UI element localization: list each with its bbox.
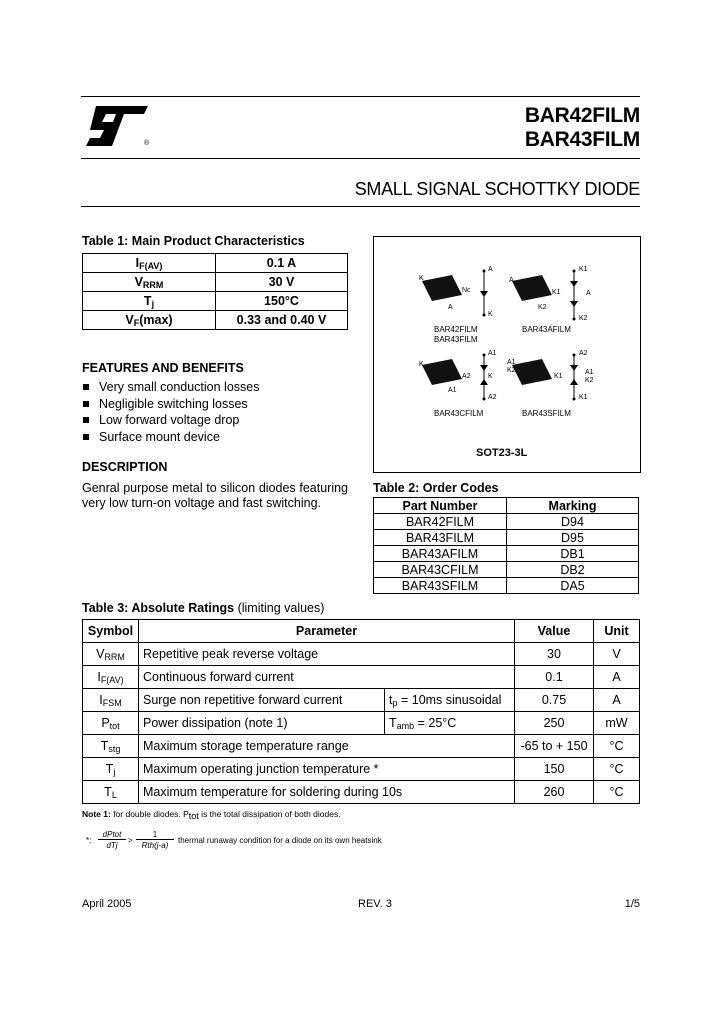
table3-caption-suffix: (limiting values) <box>237 601 325 615</box>
pin-label: A2 <box>462 373 471 380</box>
title-rule <box>81 158 640 159</box>
registered-mark: ® <box>144 140 150 147</box>
top-rule <box>81 96 640 97</box>
pin-label: A <box>586 290 591 297</box>
pin-label: A <box>488 266 493 273</box>
table-row: BAR42FILM D94 <box>374 514 639 530</box>
table3-caption <box>82 601 324 615</box>
description-line1: Genral purpose metal to silicon diodes featuring <box>82 481 348 495</box>
table-row: $T_j$ 150°C <box>83 292 348 311</box>
package-diagram <box>373 236 641 473</box>
table-row: $I_{F(AV)}$ Continuous forward current 0.1 A <box>83 666 640 689</box>
title-line1: BAR42FILM <box>524 104 640 127</box>
title-line2: BAR43FILM <box>524 128 640 151</box>
pin-label: A1 <box>448 387 457 394</box>
pin-label: A1 <box>507 359 516 366</box>
list-item: Low forward voltage drop <box>82 412 352 429</box>
table-row: BAR43SFILM DA5 <box>374 578 639 594</box>
pin-label: K2 <box>538 304 547 311</box>
part-label: BAR43CFILM <box>434 409 484 418</box>
table-row: BAR43CFILM DB2 <box>374 562 639 578</box>
table3-note: Note 1: for double diodes. $P_{tot}$ is the total dissipation of both diodes. <box>82 809 341 821</box>
main-characteristics-table <box>82 253 348 330</box>
list-item: Very small conduction losses <box>82 379 352 396</box>
pin-label: A2 <box>579 350 588 357</box>
order-codes-table <box>373 497 639 594</box>
document-subtitle: SMALL SIGNAL SCHOTTKY DIODE <box>354 179 640 199</box>
absolute-ratings-table <box>82 619 640 804</box>
pin-label: K <box>419 361 424 368</box>
table-row: $T_j$ Maximum operating junction temperature * 150 °C <box>83 758 640 781</box>
table-row: $T_{stg}$ Maximum storage temperature range -65 to + 150 °C <box>83 735 640 758</box>
features-heading: FEATURES AND BENEFITS <box>82 361 244 375</box>
footer-revision: REV. 3 <box>358 898 392 910</box>
pin-label: K2 <box>507 367 516 374</box>
part-label: BAR42FILM <box>434 325 478 334</box>
table-row: BAR43FILM D95 <box>374 530 639 546</box>
table-row: $V_{RRM}$ Repetitive peak reverse voltage 30 V <box>83 643 640 666</box>
pin-label: A1 <box>488 350 497 357</box>
footer-date: April 2005 <box>82 898 132 910</box>
pin-label: K <box>488 373 493 380</box>
part-label: BAR43SFILM <box>522 409 571 418</box>
pin-label: K1 <box>579 266 588 273</box>
table-row: $I_{F(AV)}$ 0.1 A <box>83 254 348 273</box>
pin-label: K2 <box>579 315 588 322</box>
list-item: Negligible switching losses <box>82 396 352 413</box>
pin-label: K1 <box>579 394 588 401</box>
table-header-row: Symbol Parameter Value Unit <box>83 620 640 643</box>
table-row: BAR43AFILM DB1 <box>374 546 639 562</box>
pin-label: A2 <box>488 394 497 401</box>
table-row: $P_{tot}$ Power dissipation (note 1) $T_{amb} = 25^\circ C$ 250 mW <box>83 712 640 735</box>
pin-label: Nc <box>462 287 471 294</box>
table1-caption: Table 1: Main Product Characteristics <box>82 234 305 248</box>
pin-label: A <box>509 277 514 284</box>
table3-caption-bold: Table 3: Absolute Ratings <box>82 601 235 615</box>
table2-caption: Table 2: Order Codes <box>373 481 499 495</box>
table-row: $T_L$ Maximum temperature for soldering during 10s 260 °C <box>83 781 640 804</box>
pin-label: A1 <box>585 369 594 376</box>
pin-label: K1 <box>554 373 563 380</box>
table-row: $I_{FSM}$ Surge non repetitive forward current $t_p = 10ms$ sinusoidal 0.75 A <box>83 689 640 712</box>
subtitle-rule <box>81 206 640 207</box>
sot23-diagrams <box>374 237 640 472</box>
description-heading: DESCRIPTION <box>82 460 168 474</box>
st-logo <box>82 100 154 150</box>
pin-label: K1 <box>552 289 561 296</box>
description-line2: very low turn-on voltage and fast switching. <box>82 496 322 510</box>
part-label: BAR43FILM <box>434 335 478 344</box>
table-header-row: Part Number Marking <box>374 498 639 514</box>
pin-label: A <box>448 304 453 311</box>
features-list <box>82 379 352 445</box>
pin-label: K <box>419 275 424 282</box>
package-name: SOT23-3L <box>476 447 528 459</box>
table-row: $V_{RRM}$ 30 V <box>83 273 348 292</box>
footer-page-number: 1/5 <box>624 898 640 910</box>
pin-label: K <box>488 311 493 318</box>
table-row: $V_F(\max)$ 0.33 and 0.40 V <box>83 311 348 330</box>
pin-label: K2 <box>585 377 594 384</box>
list-item: Surface mount device <box>82 429 352 446</box>
part-label: BAR43AFILM <box>522 325 571 334</box>
